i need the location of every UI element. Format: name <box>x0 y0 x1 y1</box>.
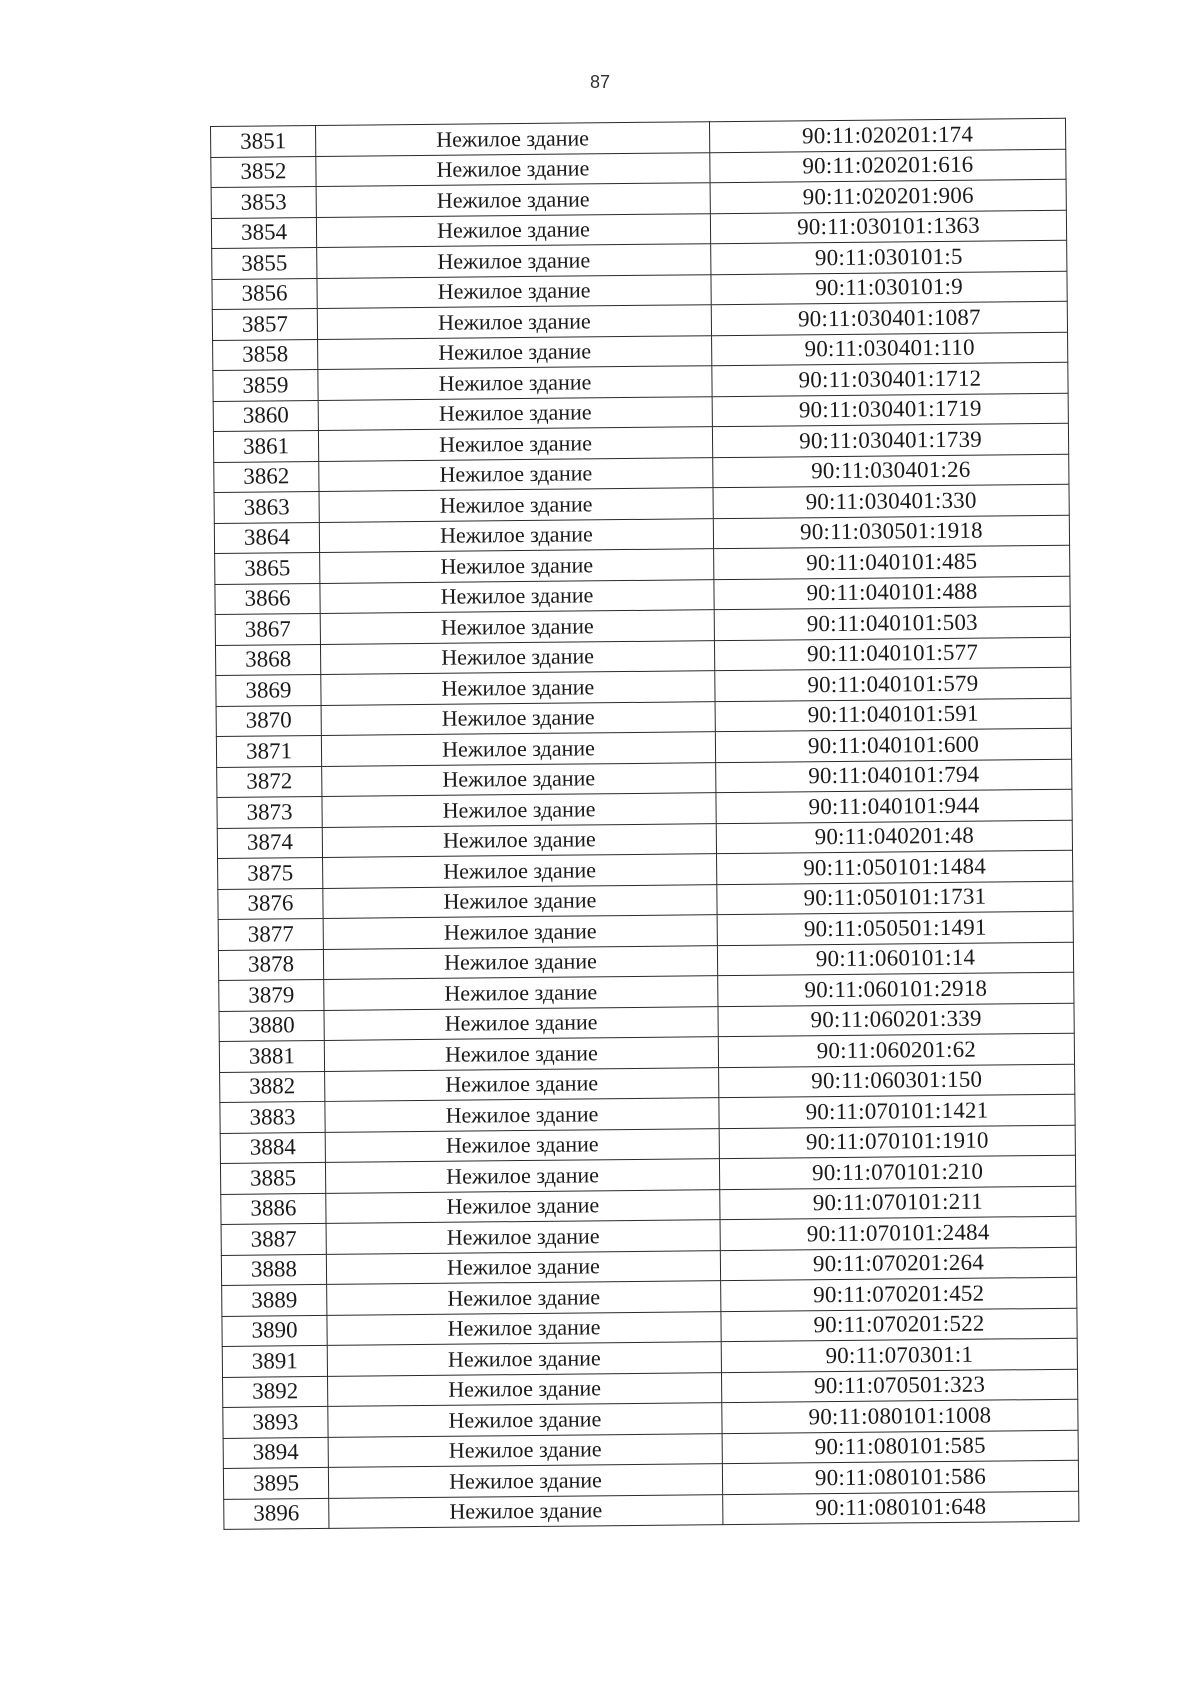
cadastral-number-cell: 90:11:060201:339 <box>718 1003 1074 1037</box>
cadastral-number-cell: 90:11:080101:1008 <box>722 1399 1078 1433</box>
object-type-cell: Нежилое здание <box>318 396 712 430</box>
row-number-cell: 3885 <box>220 1162 325 1194</box>
cadastral-number-cell: 90:11:040201:48 <box>716 820 1072 854</box>
row-number-cell: 3867 <box>215 613 320 645</box>
row-number-cell: 3859 <box>213 369 318 401</box>
cadastral-number-cell: 90:11:040101:600 <box>715 728 1071 762</box>
row-number-cell: 3890 <box>222 1315 327 1347</box>
row-number-cell: 3865 <box>215 552 320 584</box>
object-type-cell: Нежилое здание <box>324 976 718 1010</box>
row-number-cell: 3852 <box>211 156 316 188</box>
row-number-cell: 3895 <box>223 1467 328 1499</box>
cadastral-number-cell: 90:11:070201:522 <box>721 1308 1077 1342</box>
cadastral-number-cell: 90:11:040101:591 <box>715 698 1071 732</box>
object-type-cell: Нежилое здание <box>328 1464 722 1498</box>
cadastral-number-cell: 90:11:040101:794 <box>716 759 1072 793</box>
row-number-cell: 3854 <box>211 217 316 249</box>
row-number-cell: 3863 <box>214 491 319 523</box>
row-number-cell: 3873 <box>217 796 322 828</box>
row-number-cell: 3881 <box>219 1040 324 1072</box>
object-type-cell: Нежилое здание <box>324 1037 718 1071</box>
cadastral-number-cell: 90:11:030401:330 <box>713 484 1069 518</box>
object-type-cell: Нежилое здание <box>323 884 717 918</box>
cadastral-number-cell: 90:11:030101:5 <box>711 240 1067 274</box>
row-number-cell: 3888 <box>221 1254 326 1286</box>
cadastral-number-cell: 90:11:070101:1421 <box>719 1094 1075 1128</box>
cadastral-number-cell: 90:11:030101:9 <box>711 271 1067 305</box>
registry-table <box>210 118 1079 1530</box>
cadastral-number-cell: 90:11:080101:586 <box>722 1460 1078 1494</box>
cadastral-number-cell: 90:11:030401:26 <box>713 454 1069 488</box>
row-number-cell: 3874 <box>217 827 322 859</box>
cadastral-number-cell: 90:11:060101:2918 <box>718 972 1074 1006</box>
row-number-cell: 3886 <box>221 1193 326 1225</box>
object-type-cell: Нежилое здание <box>316 183 710 217</box>
cadastral-number-cell: 90:11:050501:1491 <box>717 911 1073 945</box>
object-type-cell: Нежилое здание <box>325 1128 719 1162</box>
object-type-cell: Нежилое здание <box>324 1006 718 1040</box>
cadastral-number-cell: 90:11:070101:2484 <box>720 1216 1076 1250</box>
object-type-cell: Нежилое здание <box>320 640 714 674</box>
cadastral-number-cell: 90:11:050101:1731 <box>717 881 1073 915</box>
cadastral-number-cell: 90:11:060301:150 <box>719 1064 1075 1098</box>
object-type-cell: Нежилое здание <box>320 549 714 583</box>
cadastral-number-cell: 90:11:070501:323 <box>721 1369 1077 1403</box>
row-number-cell: 3861 <box>213 430 318 462</box>
page-number: 87 <box>589 72 611 92</box>
cadastral-number-cell: 90:11:040101:488 <box>714 576 1070 610</box>
object-type-cell: Нежилое здание <box>323 915 717 949</box>
object-type-cell: Нежилое здание <box>321 732 715 766</box>
row-number-cell: 3871 <box>216 735 321 767</box>
object-type-cell: Нежилое здание <box>326 1189 720 1223</box>
cadastral-number-cell: 90:11:060101:14 <box>717 942 1073 976</box>
cadastral-number-cell: 90:11:070101:211 <box>720 1186 1076 1220</box>
row-number-cell: 3883 <box>220 1101 325 1133</box>
row-number-cell: 3877 <box>218 918 323 950</box>
cadastral-number-cell: 90:11:030101:1363 <box>710 210 1066 244</box>
object-type-cell: Нежилое здание <box>326 1250 720 1284</box>
cadastral-number-cell: 90:11:070301:1 <box>721 1338 1077 1372</box>
row-number-cell: 3884 <box>220 1132 325 1164</box>
object-type-cell: Нежилое здание <box>327 1342 721 1376</box>
object-type-cell: Нежилое здание <box>326 1220 720 1254</box>
object-type-cell: Нежилое здание <box>327 1281 721 1315</box>
object-type-cell: Нежилое здание <box>318 427 712 461</box>
object-type-cell: Нежилое здание <box>328 1403 722 1437</box>
cadastral-number-cell: 90:11:040101:944 <box>716 789 1072 823</box>
cadastral-number-cell: 90:11:080101:648 <box>723 1491 1079 1525</box>
row-number-cell: 3893 <box>223 1406 328 1438</box>
object-type-cell: Нежилое здание <box>323 945 717 979</box>
object-type-cell: Нежилое здание <box>319 488 713 522</box>
registry-table-container <box>210 118 1075 1530</box>
row-number-cell: 3858 <box>213 339 318 371</box>
cadastral-number-cell: 90:11:020201:174 <box>709 118 1065 152</box>
object-type-cell: Нежилое здание <box>319 518 713 552</box>
row-number-cell: 3862 <box>214 461 319 493</box>
row-number-cell: 3866 <box>215 583 320 615</box>
cadastral-number-cell: 90:11:040101:577 <box>714 637 1070 671</box>
row-number-cell: 3889 <box>222 1284 327 1316</box>
cadastral-number-cell: 90:11:030501:1918 <box>713 515 1069 549</box>
cadastral-number-cell: 90:11:020201:616 <box>710 149 1066 183</box>
row-number-cell: 3868 <box>215 644 320 676</box>
row-number-cell: 3853 <box>211 186 316 218</box>
object-type-cell: Нежилое здание <box>316 152 710 186</box>
registry-table-body <box>211 118 1079 1529</box>
object-type-cell: Нежилое здание <box>321 671 715 705</box>
row-number-cell: 3892 <box>223 1376 328 1408</box>
object-type-cell: Нежилое здание <box>320 579 714 613</box>
cadastral-number-cell: 90:11:070201:452 <box>721 1277 1077 1311</box>
cadastral-number-cell: 90:11:030401:1087 <box>711 301 1067 335</box>
row-number-cell: 3860 <box>213 400 318 432</box>
cadastral-number-cell: 90:11:060201:62 <box>718 1033 1074 1067</box>
cadastral-number-cell: 90:11:020201:906 <box>710 179 1066 213</box>
cadastral-number-cell: 90:11:040101:503 <box>714 606 1070 640</box>
cadastral-number-cell: 90:11:040101:485 <box>714 545 1070 579</box>
object-type-cell: Нежилое здание <box>320 610 714 644</box>
object-type-cell: Нежилое здание <box>322 762 716 796</box>
object-type-cell: Нежилое здание <box>327 1311 721 1345</box>
row-number-cell: 3891 <box>222 1345 327 1377</box>
row-number-cell: 3856 <box>212 278 317 310</box>
row-number-cell: 3875 <box>218 857 323 889</box>
object-type-cell: Нежилое здание <box>325 1098 719 1132</box>
object-type-cell: Нежилое здание <box>321 701 715 735</box>
cadastral-number-cell: 90:11:070101:1910 <box>719 1125 1075 1159</box>
row-number-cell: 3851 <box>211 125 316 157</box>
object-type-cell: Нежилое здание <box>315 122 709 156</box>
row-number-cell: 3878 <box>218 949 323 981</box>
object-type-cell: Нежилое здание <box>328 1372 722 1406</box>
row-number-cell: 3882 <box>220 1071 325 1103</box>
row-number-cell: 3880 <box>219 1010 324 1042</box>
row-number-cell: 3857 <box>212 308 317 340</box>
object-type-cell: Нежилое здание <box>323 854 717 888</box>
cadastral-number-cell: 90:11:030401:1719 <box>712 393 1068 427</box>
cadastral-number-cell: 90:11:030401:110 <box>712 332 1068 366</box>
row-number-cell: 3887 <box>221 1223 326 1255</box>
object-type-cell: Нежилое здание <box>318 335 712 369</box>
cadastral-number-cell: 90:11:070101:210 <box>719 1155 1075 1189</box>
row-number-cell: 3855 <box>212 247 317 279</box>
row-number-cell: 3876 <box>218 888 323 920</box>
row-number-cell: 3896 <box>224 1498 329 1530</box>
object-type-cell: Нежилое здание <box>317 305 711 339</box>
object-type-cell: Нежилое здание <box>322 793 716 827</box>
cadastral-number-cell: 90:11:080101:585 <box>722 1430 1078 1464</box>
object-type-cell: Нежилое здание <box>329 1494 723 1528</box>
row-number-cell: 3864 <box>214 522 319 554</box>
row-number-cell: 3869 <box>216 674 321 706</box>
object-type-cell: Нежилое здание <box>325 1159 719 1193</box>
cadastral-number-cell: 90:11:070201:264 <box>720 1247 1076 1281</box>
object-type-cell: Нежилое здание <box>317 274 711 308</box>
cadastral-number-cell: 90:11:030401:1712 <box>712 362 1068 396</box>
cadastral-number-cell: 90:11:030401:1739 <box>712 423 1068 457</box>
object-type-cell: Нежилое здание <box>319 457 713 491</box>
row-number-cell: 3879 <box>219 979 324 1011</box>
row-number-cell: 3872 <box>217 766 322 798</box>
object-type-cell: Нежилое здание <box>322 823 716 857</box>
object-type-cell: Нежилое здание <box>318 366 712 400</box>
object-type-cell: Нежилое здание <box>316 213 710 247</box>
object-type-cell: Нежилое здание <box>325 1067 719 1101</box>
object-type-cell: Нежилое здание <box>328 1433 722 1467</box>
object-type-cell: Нежилое здание <box>317 244 711 278</box>
cadastral-number-cell: 90:11:050101:1484 <box>717 850 1073 884</box>
row-number-cell: 3870 <box>216 705 321 737</box>
cadastral-number-cell: 90:11:040101:579 <box>715 667 1071 701</box>
row-number-cell: 3894 <box>223 1437 328 1469</box>
